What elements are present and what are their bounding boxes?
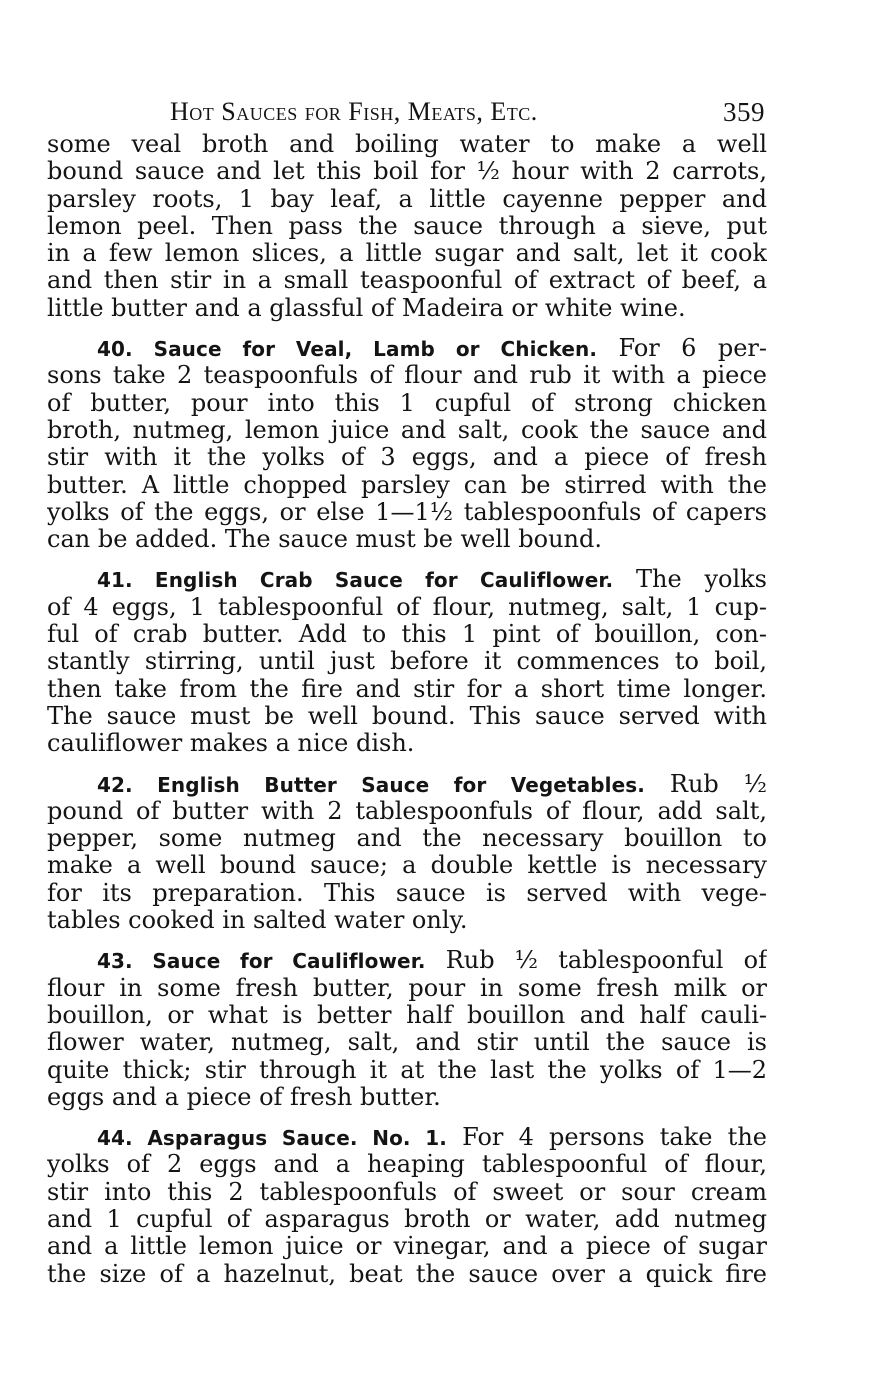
recipe-first-line-text: Rub ½ [669,770,767,798]
recipe-heading: 44. Asparagus Sauce. No. 1. [97,1126,447,1151]
text-line: The sauce must be well bound. This sauce served with [47,702,767,730]
recipe-first-line [47,771,767,798]
text-line: stantly stirring, until just before it commences to boil, [47,648,767,676]
text-line: then take from the fire and stir for a short time longer. [47,675,767,703]
text-line: quite thick; stir through it at the last the yolks of 1—2 [47,1056,767,1084]
recipe-40 [47,335,767,553]
recipe-heading: 41. English Crab Sauce for Cauliflower. [97,568,614,593]
recipe-first-line [47,566,767,593]
running-title: Hot Sauces for Fish, Meats, Etc. [170,97,538,126]
text-line: little butter and a glassful of Madeira or white wine. [47,294,686,322]
recipe-first-line-text: The yolks [636,566,767,594]
text-line: and then stir in a small teaspoonful of extract of beef, a [47,267,767,295]
recipe-first-line [47,947,767,974]
text-line: and a little lemon juice or vinegar, and a piece of sugar [47,1233,767,1261]
text-line: eggs and a piece of fresh butter. [47,1083,441,1111]
recipe-first-line-text: Rub ½ tablespoonful of [445,947,767,975]
text-line: flower water, nutmeg, salt, and stir until the sauce is [47,1029,767,1057]
text-line: of butter, pour into this 1 cupful of strong chicken [47,389,767,417]
text-line: butter. A little chopped parsley can be stirred with the [47,471,767,499]
text-line: bouillon, or what is better half bouillon and half cauli- [47,1001,767,1029]
page-number: 359 [723,97,765,127]
text-line: for its preparation. This sauce is served with vege- [47,879,767,907]
recipe-42 [47,771,767,935]
recipe-41 [47,566,767,757]
text-line: cauliflower makes a nice dish. [47,730,415,758]
recipe-first-line [47,1124,767,1151]
text-line: flour in some fresh butter, pour in some fresh milk or [47,974,767,1002]
text-line: some veal broth and boiling water to make a well [47,131,767,158]
running-header [47,95,767,131]
text-line: bound sauce and let this boil for ½ hour with 2 carrots, [47,158,767,186]
text-line: make a well bound sauce; a double kettle is necessary [47,852,767,880]
recipe-heading: 42. English Butter Sauce for Vegetables. [97,772,645,797]
text-line: tables cooked in salted water only. [47,907,468,935]
recipe-heading: 43. Sauce for Cauliflower. [97,949,426,974]
text-line: of 4 eggs, 1 tablespoonful of flour, nutmeg, salt, 1 cup- [47,593,767,621]
continuation-paragraph [47,131,767,322]
recipe-first-line-text: For 4 persons take the [462,1124,767,1152]
text-line: the size of a hazelnut, beat the sauce over a quick fire [47,1260,767,1288]
text-line: broth, nutmeg, lemon juice and salt, cook the sauce and [47,416,767,444]
recipe-43 [47,947,767,1111]
text-line: sons take 2 teaspoonfuls of flour and rub it with a piece [47,362,767,390]
text-line: yolks of the eggs, or else 1—1½ tablespoonfuls of capers [47,498,767,526]
recipe-first-line-text: For 6 per- [618,335,767,363]
text-line: ful of crab butter. Add to this 1 pint of bouillon, con- [47,621,767,649]
text-line: can be added. The sauce must be well bound. [47,526,602,554]
text-line: in a few lemon slices, a little sugar and salt, let it cook [47,240,767,268]
text-line: and 1 cupful of asparagus broth or water, add nutmeg [47,1205,767,1233]
book-page [47,95,767,1288]
text-line: parsley roots, 1 bay leaf, a little cayenne pepper and [47,185,767,213]
text-line: yolks of 2 eggs and a heaping tablespoonful of flour, [47,1151,767,1179]
recipe-first-line [47,335,767,362]
recipe-44 [47,1124,767,1288]
text-line: stir into this 2 tablespoonfuls of sweet or sour cream [47,1178,767,1206]
text-line: lemon peel. Then pass the sauce through a sieve, put [47,212,767,240]
text-line: stir with it the yolks of 3 eggs, and a piece of fresh [47,444,767,472]
recipe-heading: 40. Sauce for Veal, Lamb or Chicken. [97,337,598,362]
text-line: pound of butter with 2 tablespoonfuls of flour, add salt, [47,797,767,825]
text-line: pepper, some nutmeg and the necessary bouillon to [47,825,767,853]
